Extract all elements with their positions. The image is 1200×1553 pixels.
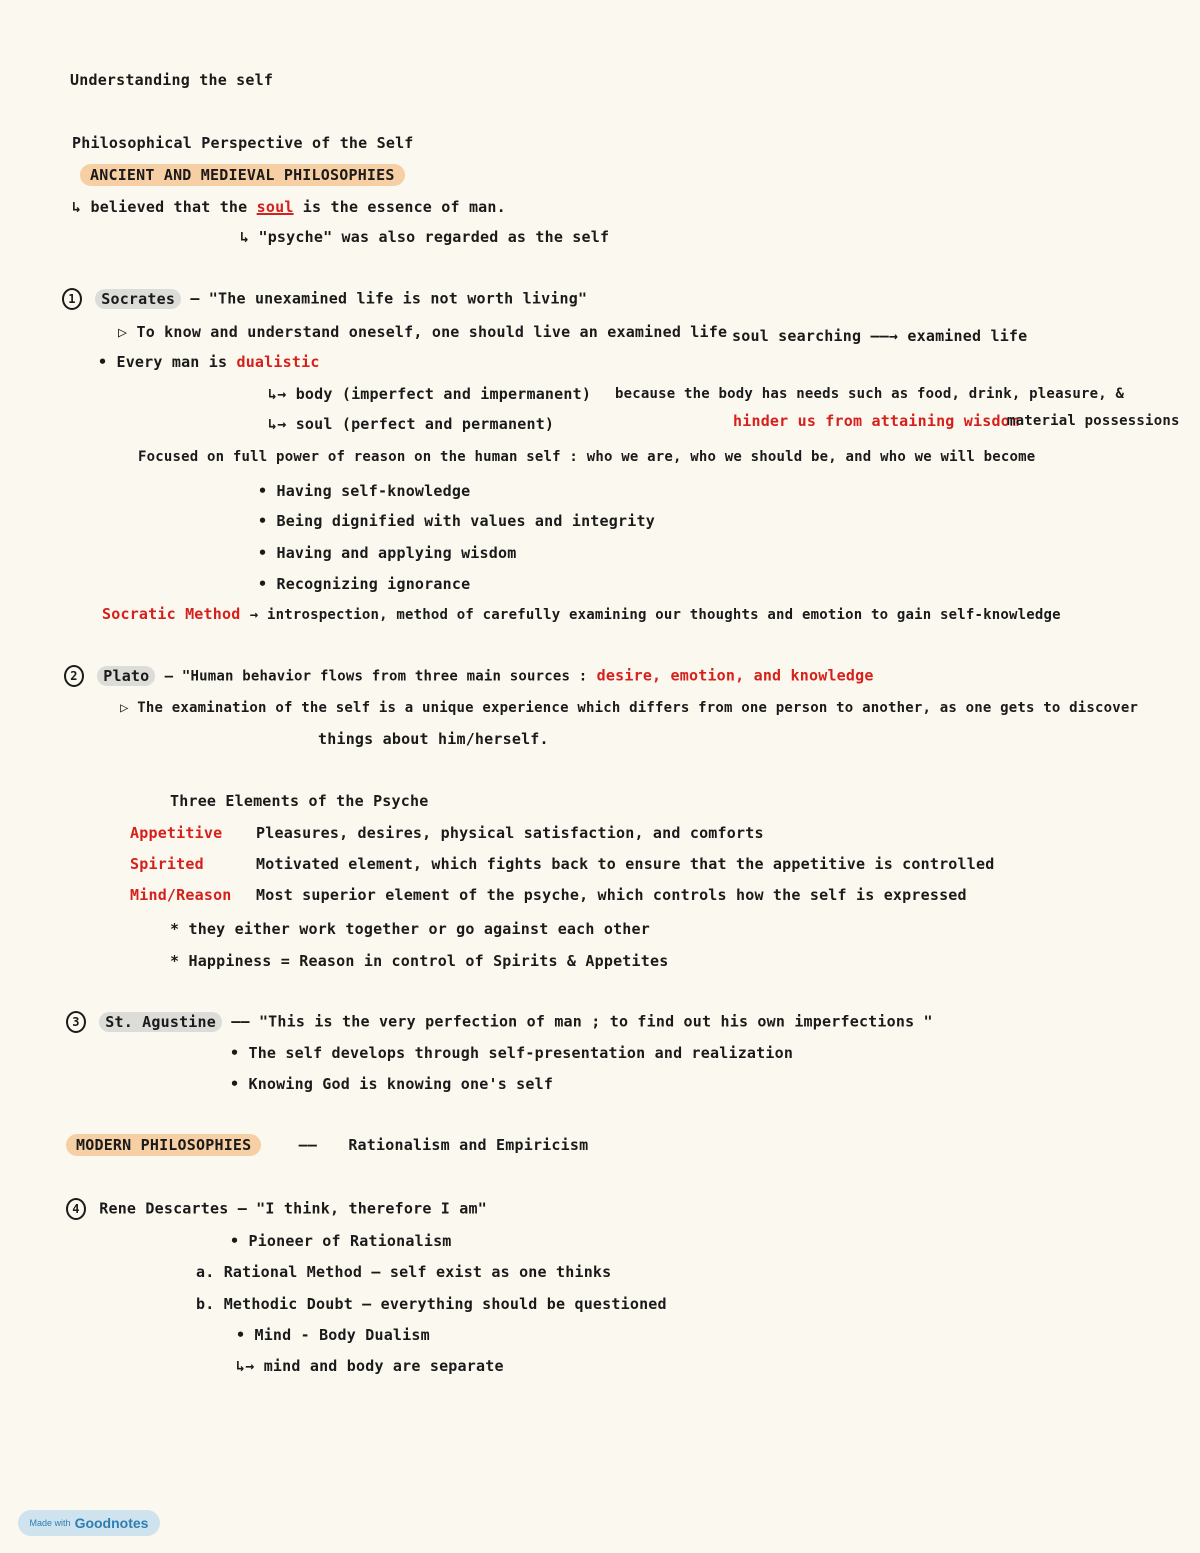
- plato-elements-title: Three Elements of the Psyche: [170, 792, 429, 810]
- descartes-line: • Pioneer of Rationalism: [230, 1232, 452, 1250]
- augustine-bullet: • The self develops through self-presentation and realization: [230, 1044, 794, 1062]
- socrates-bullet: • Having self-knowledge: [258, 482, 471, 500]
- descartes-line: • Mind - Body Dualism: [236, 1326, 430, 1344]
- plato-quote-red: desire, emotion, and knowledge: [596, 666, 874, 685]
- socrates-soul-note-black: material possessions: [1007, 413, 1180, 429]
- socrates-bullet: • Having and applying wisdom: [258, 544, 517, 562]
- plato-note2: * Happiness = Reason in control of Spirits & Appetites: [170, 952, 669, 970]
- descartes-heading: [66, 1198, 487, 1220]
- element-desc: Motivated element, which fights back to ensure that the appetitive is controlled: [256, 855, 995, 873]
- plato-point1-cont: things about him/herself.: [318, 730, 549, 748]
- element-name: Appetitive: [130, 824, 223, 842]
- element-name: Mind/Reason: [130, 886, 232, 904]
- plato-heading: [64, 665, 874, 687]
- augustine-number: 3: [66, 1011, 86, 1033]
- ancient-line1-soul: soul: [256, 198, 294, 216]
- socrates-bullet: • Being dignified with values and integrity: [258, 512, 655, 530]
- descartes-line: b. Methodic Doubt — everything should be questioned: [196, 1295, 667, 1313]
- ancient-line2: ↳ "psyche" was also regarded as the self: [240, 228, 610, 246]
- socratic-method: [102, 604, 1061, 625]
- socrates-point1: ▷ To know and understand oneself, one should live an examined life: [118, 323, 728, 341]
- augustine-quote: —— "This is the very perfection of man ; to find out his own imperfections ": [231, 1012, 933, 1031]
- descartes-name: Rene Descartes: [99, 1199, 229, 1218]
- socrates-soul: ↳→ soul (perfect and permanent): [268, 415, 555, 433]
- badge-small-text: Made with: [29, 1518, 71, 1528]
- socrates-number: 1: [62, 288, 82, 310]
- modern-heading: MODERN PHILOSOPHIES: [66, 1134, 261, 1156]
- plato-number: 2: [64, 665, 84, 687]
- descartes-line: ↳→ mind and body are separate: [236, 1357, 504, 1375]
- ancient-heading: ANCIENT AND MEDIEVAL PHILOSOPHIES: [80, 164, 405, 186]
- socrates-dualistic-red: dualistic: [236, 353, 320, 371]
- plato-note1: * they either work together or go against each other: [170, 920, 650, 938]
- page-subtitle: Philosophical Perspective of the Self: [72, 134, 414, 152]
- socratic-method-text: → introspection, method of carefully examining our thoughts and emotion to gain self-knowledge: [249, 607, 1061, 623]
- descartes-number: 4: [66, 1198, 86, 1220]
- socrates-bullet: • Recognizing ignorance: [258, 575, 471, 593]
- socrates-body-note: because the body has needs such as food, drink, pleasure, &: [615, 386, 1125, 402]
- socrates-name: Socrates: [95, 289, 181, 309]
- augustine-bullet: • Knowing God is knowing one's self: [230, 1075, 554, 1093]
- goodnotes-badge: [18, 1510, 160, 1536]
- descartes-line: a. Rational Method — self exist as one thinks: [196, 1263, 612, 1281]
- socrates-dualistic: [98, 352, 320, 372]
- badge-brand: Goodnotes: [74, 1515, 149, 1531]
- ancient-line1: [72, 197, 506, 217]
- modern-heading-row: [66, 1135, 588, 1155]
- socrates-side-note: soul searching ——→ examined life: [732, 327, 1028, 345]
- socratic-method-label: Socratic Method: [102, 605, 241, 623]
- augustine-heading: [66, 1011, 933, 1033]
- socrates-body: ↳→ body (imperfect and impermanent): [268, 385, 592, 403]
- socrates-dualistic-pre: • Every man is: [98, 353, 228, 371]
- plato-name: Plato: [97, 666, 155, 686]
- ancient-line1-pre: ↳ believed that the: [72, 198, 248, 216]
- ancient-heading-wrap: [80, 165, 405, 185]
- socrates-soul-note-red: hinder us from attaining wisdom: [733, 412, 1020, 430]
- plato-quote-pre: — "Human behavior flows from three main sources :: [164, 668, 588, 685]
- descartes-quote: — "I think, therefore I am": [237, 1199, 487, 1218]
- modern-dash: ——: [298, 1136, 318, 1154]
- socrates-focused: Focused on full power of reason on the human self : who we are, who we should be, and who we will become: [138, 449, 1036, 465]
- page-title: Understanding the self: [70, 71, 274, 89]
- socrates-quote: — "The unexamined life is not worth living": [190, 289, 588, 308]
- element-desc: Pleasures, desires, physical satisfaction, and comforts: [256, 824, 764, 842]
- socrates-heading: [62, 288, 587, 310]
- element-desc: Most superior element of the psyche, which controls how the self is expressed: [256, 886, 967, 904]
- element-name: Spirited: [130, 855, 204, 873]
- ancient-line1-post: is the essence of man.: [302, 198, 506, 216]
- modern-subtitle: Rationalism and Empiricism: [348, 1136, 589, 1154]
- augustine-name: St. Agustine: [99, 1012, 222, 1032]
- plato-point1: ▷ The examination of the self is a unique experience which differs from one person to another, as one gets to discover: [120, 700, 1139, 716]
